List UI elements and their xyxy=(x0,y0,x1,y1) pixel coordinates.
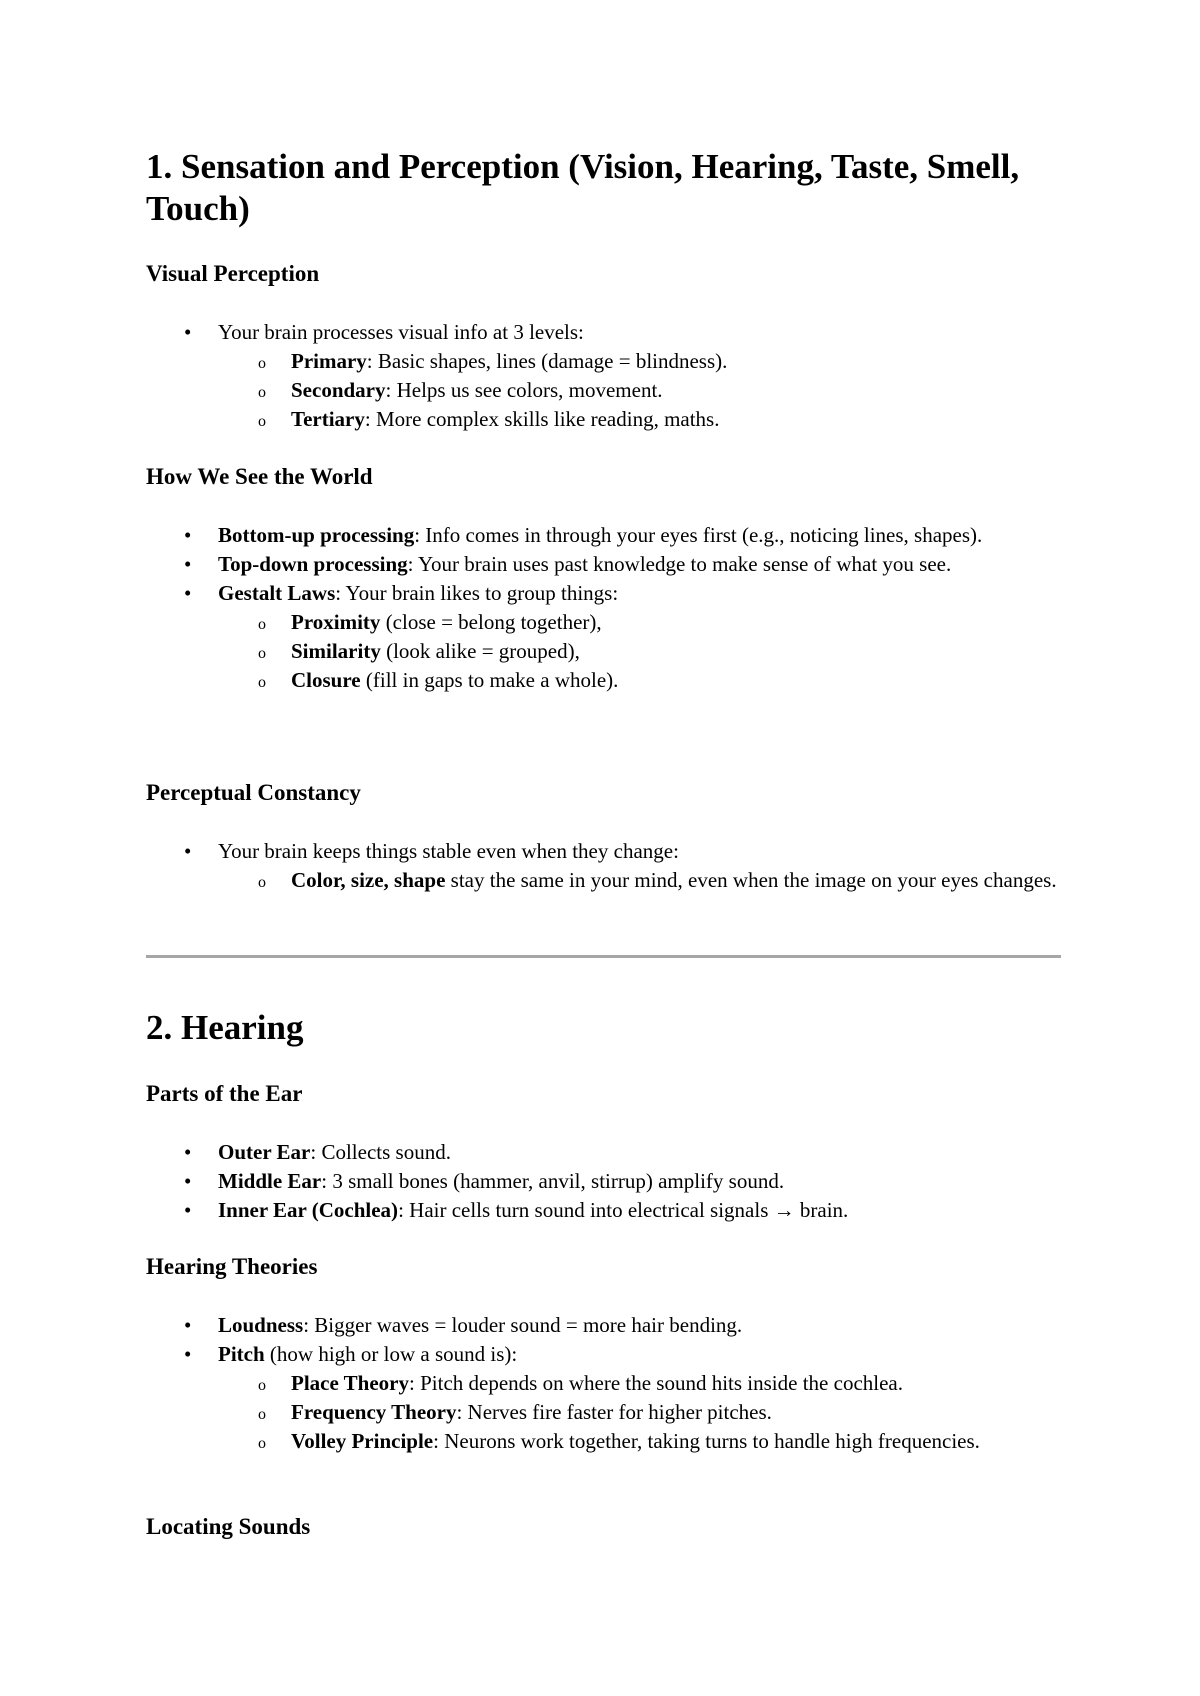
term: Bottom-up processing xyxy=(218,523,415,547)
desc: : More complex skills like reading, maths. xyxy=(364,407,720,431)
term: Place Theory xyxy=(291,1371,410,1395)
desc: : Nerves fire faster for higher pitches. xyxy=(456,1400,772,1424)
term: Pitch xyxy=(218,1342,265,1366)
how-we-see-list xyxy=(146,521,1061,695)
term: Top-down processing xyxy=(218,552,408,576)
section1-title: 1. Sensation and Perception (Vision, Hearing, Taste, Smell, Touch) xyxy=(146,147,1020,228)
visual-perception-heading: Visual Perception xyxy=(146,261,320,286)
how-we-see-heading: How We See the World xyxy=(146,464,373,489)
list-item xyxy=(146,579,1061,695)
section2-title: 2. Hearing xyxy=(146,1008,304,1047)
parts-of-ear-heading: Parts of the Ear xyxy=(146,1081,303,1106)
pitch-sublist xyxy=(218,1369,1061,1456)
list-item xyxy=(146,1340,1061,1456)
term: Gestalt Laws xyxy=(218,581,336,605)
list-item xyxy=(146,347,1061,376)
levels-sublist xyxy=(218,347,1061,434)
desc: (fill in gaps to make a whole). xyxy=(360,668,619,692)
visual-perception-list xyxy=(146,318,1061,434)
desc: (how high or low a sound is): xyxy=(264,1342,518,1366)
list-item xyxy=(146,608,1061,637)
list-item xyxy=(146,1369,1061,1398)
desc: : Neurons work together, taking turns to handle high frequencies. xyxy=(433,1429,980,1453)
term: Volley Principle xyxy=(291,1429,434,1453)
term: Similarity xyxy=(291,639,381,663)
desc: : Your brain likes to group things: xyxy=(335,581,619,605)
desc: : Helps us see colors, movement. xyxy=(385,378,663,402)
list-item xyxy=(146,376,1061,405)
list-item xyxy=(146,1311,1061,1340)
list-item xyxy=(146,521,1061,550)
desc: : Info comes in through your eyes first (e.g., noticing lines, shapes). xyxy=(414,523,983,547)
list-item xyxy=(146,1138,1061,1167)
gestalt-sublist xyxy=(218,608,1061,695)
desc: : Pitch depends on where the sound hits inside the cochlea. xyxy=(409,1371,903,1395)
list-item xyxy=(146,1398,1061,1427)
list-item xyxy=(146,666,1061,695)
term: Frequency Theory xyxy=(291,1400,457,1424)
list-item xyxy=(146,1167,1061,1196)
locating-sounds-heading: Locating Sounds xyxy=(146,1514,311,1539)
list-item-text: Your brain keeps things stable even when they change: xyxy=(218,839,679,863)
desc: (look alike = grouped), xyxy=(380,639,580,663)
desc: (close = belong together), xyxy=(380,610,602,634)
term: Primary xyxy=(291,349,367,373)
list-item-text: Your brain processes visual info at 3 levels: xyxy=(218,320,584,344)
desc: stay the same in your mind, even when the image on your eyes changes. xyxy=(445,868,1057,892)
desc: : Bigger waves = louder sound = more hair bending. xyxy=(303,1313,743,1337)
section-divider xyxy=(146,955,1061,958)
perceptual-constancy-list xyxy=(146,837,1061,895)
desc: : Your brain uses past knowledge to make sense of what you see. xyxy=(407,552,952,576)
term: Inner Ear (Cochlea) xyxy=(218,1198,399,1222)
desc: : Collects sound. xyxy=(310,1140,451,1164)
term: Middle Ear xyxy=(218,1169,322,1193)
hearing-theories-list xyxy=(146,1311,1061,1456)
list-item xyxy=(146,866,1061,895)
term: Proximity xyxy=(291,610,381,634)
list-item xyxy=(146,405,1061,434)
parts-of-ear-list xyxy=(146,1138,1061,1225)
term: Color, size, shape xyxy=(291,868,446,892)
list-item xyxy=(146,550,1061,579)
list-item xyxy=(146,1196,1061,1225)
hearing-theories-heading: Hearing Theories xyxy=(146,1254,318,1279)
list-item xyxy=(146,1427,1061,1456)
desc: : 3 small bones (hammer, anvil, stirrup) amplify sound. xyxy=(321,1169,785,1193)
list-item xyxy=(146,637,1061,666)
perceptual-constancy-heading: Perceptual Constancy xyxy=(146,780,361,805)
term: Outer Ear xyxy=(218,1140,311,1164)
term: Secondary xyxy=(291,378,386,402)
list-item xyxy=(146,837,1061,895)
term: Closure xyxy=(291,668,361,692)
constancy-sublist xyxy=(218,866,1061,895)
term: Loudness xyxy=(218,1313,304,1337)
term: Tertiary xyxy=(291,407,365,431)
desc: : Hair cells turn sound into electrical signals → brain. xyxy=(398,1198,849,1222)
desc: : Basic shapes, lines (damage = blindness). xyxy=(366,349,728,373)
list-item xyxy=(146,318,1061,434)
